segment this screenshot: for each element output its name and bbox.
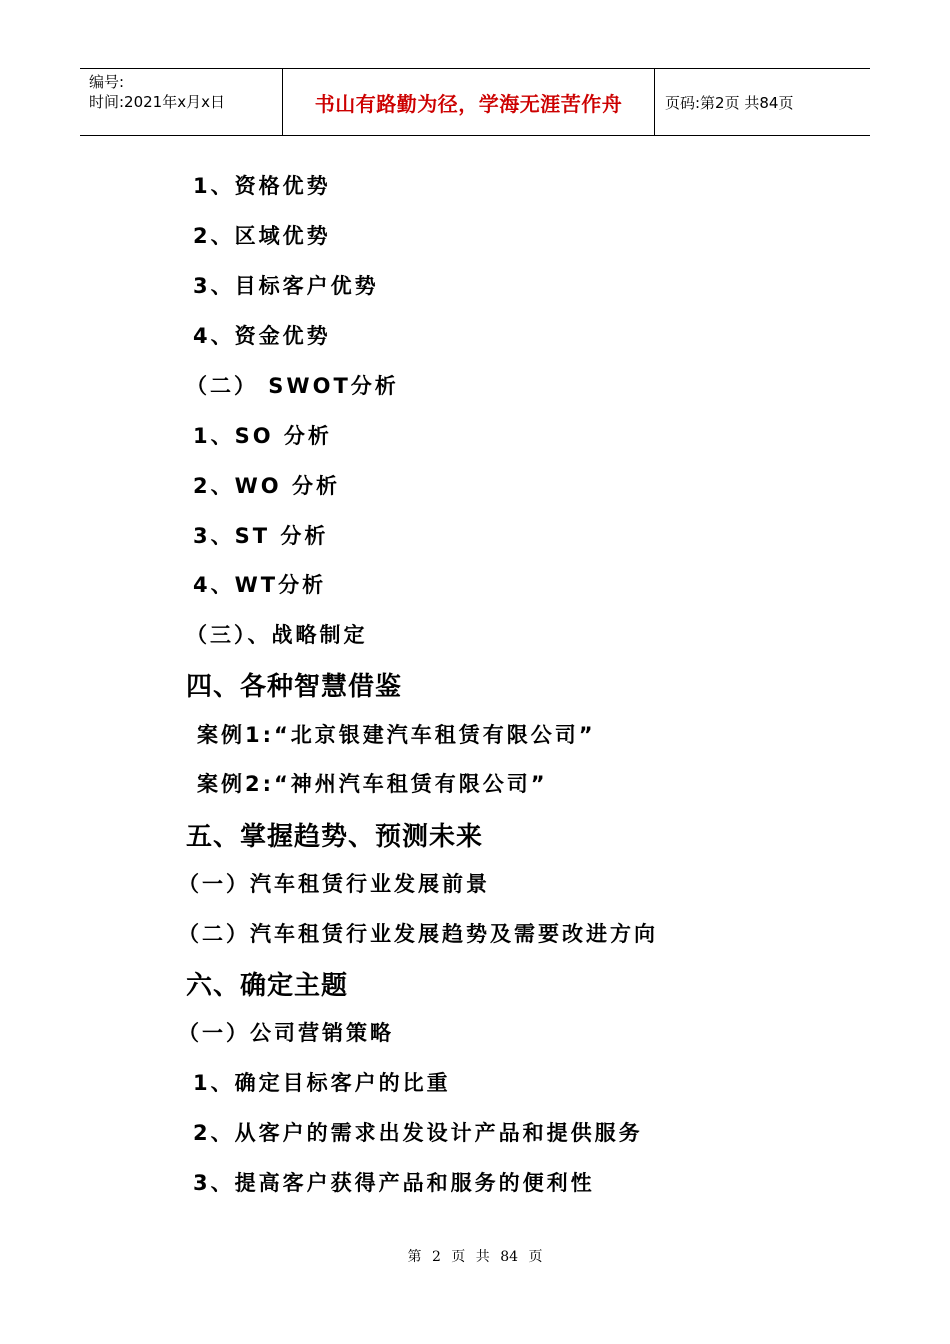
number-label: 编号: <box>89 73 125 91</box>
time-label: 时间:2021年x月x日 <box>89 93 225 111</box>
section-heading: 六、确定主题 <box>186 971 349 1001</box>
outline-line: （一）公司营销策略 <box>178 1021 394 1045</box>
outline-line: 1、SO 分析 <box>193 424 332 448</box>
outline-line: 3、提高客户获得产品和服务的便利性 <box>193 1171 595 1195</box>
outline-line: （一）汽车租赁行业发展前景 <box>178 872 490 896</box>
outline-line: 1、资格优势 <box>193 174 331 198</box>
section-heading: 四、各种智慧借鉴 <box>186 672 403 702</box>
outline-line: 2、区域优势 <box>193 224 331 248</box>
header-page-info: 页码:第2页 共84页 <box>665 93 794 112</box>
outline-line: 3、目标客户优势 <box>193 274 379 298</box>
outline-line: （三）、战略制定 <box>186 623 368 647</box>
outline-line: （二） SWOT分析 <box>186 374 399 398</box>
outline-line: 2、从客户的需求出发设计产品和提供服务 <box>193 1121 643 1145</box>
outline-line: 4、WT分析 <box>193 573 327 597</box>
outline-line: 案例1:“北京银建汽车租赁有限公司” <box>197 723 596 747</box>
outline-line: （二）汽车租赁行业发展趋势及需要改进方向 <box>178 922 658 946</box>
outline-line: 1、确定目标客户的比重 <box>193 1071 451 1095</box>
outline-line: 4、资金优势 <box>193 324 331 348</box>
outline-line: 3、ST 分析 <box>193 524 329 548</box>
outline-line: 案例2:“神州汽车租赁有限公司” <box>197 772 548 796</box>
outline-line: 2、WO 分析 <box>193 474 340 498</box>
page-footer: 第 2 页 共 84 页 <box>407 1249 543 1265</box>
header-motto: 书山有路勤为径，学海无涯苦作舟 <box>282 69 655 135</box>
section-heading: 五、掌握趋势、预测未来 <box>186 822 484 852</box>
